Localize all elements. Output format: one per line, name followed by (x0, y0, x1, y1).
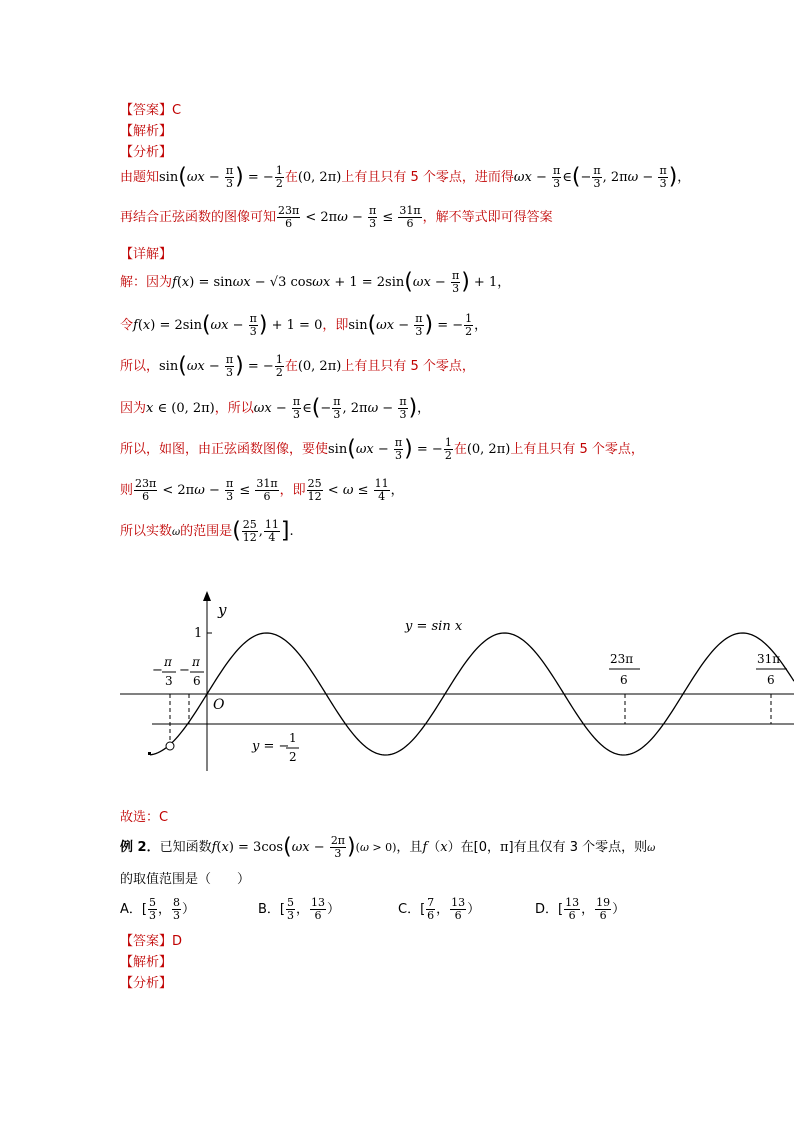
detail-line-4: 因为x ∈ (0, 2π)，所以ωx − $\frac{\pi}{3}$ ∈(− $\frac{\pi}{3}$ , 2πω − $\frac{\pi}{3}$ )， (120, 395, 431, 421)
detail-line-3: 所以，sin(ωx − $\frac{\pi}{3}$ ) = − $\frac{1}{2}$ 在(0, 2π)上有且只有 5 个零点， (120, 353, 475, 379)
option-c[interactable]: C．[ $\frac{7}{6}$ ， $\frac{13}{6}$ ） (398, 896, 481, 922)
detail-line-7: 所以实数ω的范围是( $\frac{25}{12}$ , $\frac{11}{4}$ ]. (120, 518, 294, 544)
neg-pi3-den: 3 (165, 674, 173, 688)
sine-graph (0, 585, 794, 785)
ex2-stem: 例 2．已知函数f(x) = 3cos(ωx − $\frac{2\pi}{3}$ )(ω > 0)，且f（x）在[0，π]有且仅有 3 个零点，则ω (120, 834, 656, 860)
origin-label: O (213, 697, 225, 713)
detail-line-2: 令f(x) = 2sin(ωx − $\frac{\pi}{3}$ ) + 1 = 0，即sin(ωx − $\frac{\pi}{3}$ ) = − $\frac{1}{2}$ ， (120, 312, 488, 338)
ex2-analysis: 【解析】 (120, 955, 173, 970)
ex2-stem-2: 的取值范围是（ ） (120, 872, 251, 887)
option-a[interactable]: A．[ $\frac{5}{3}$ ， $\frac{8}{3}$ ） (120, 896, 195, 922)
analysis-line-1: 由题知sin(ωx − $\frac{\pi}{3}$ ) = − $\frac{1}{2}$ 在(0, 2π)上有且只有 5 个零点，进而得ωx − $\frac{\pi}{3}$ ∈(− $\frac{\pi}{3}$ , 2πω − $\frac{\pi}{3}$ )， (120, 164, 691, 190)
y-axis-label: y (218, 601, 227, 619)
detail-heading: 【详解】 (120, 247, 173, 262)
open-endpoint (166, 742, 174, 750)
option-b[interactable]: B．[ $\frac{5}{3}$ ， $\frac{13}{6}$ ） (258, 896, 341, 922)
half-num: 1 (289, 731, 297, 745)
t31-num: 31π (757, 652, 781, 666)
analysis-heading: 【解析】 (120, 124, 173, 139)
curve-label: y = sin x (405, 619, 463, 634)
neg-pi6-den: 6 (193, 674, 201, 688)
ex2-fenxi: 【分析】 (120, 976, 173, 991)
detail-line-5: 所以，如图，由正弦函数图像，要使sin(ωx − $\frac{\pi}{3}$ ) = − $\frac{1}{2}$ 在(0, 2π)上有且只有 5 个零点， (120, 436, 644, 462)
detail-line-6: 则 $\frac{23\pi}{6}$ < 2πω − $\frac{\pi}{3}$ ≤ $\frac{31\pi}{6}$ ，即 $\frac{25}{12}$ < ω ≤ $\frac{11}{4}$ ， (120, 477, 404, 503)
t31-den: 6 (767, 673, 775, 687)
ex2-answer: 【答案】D (120, 934, 183, 949)
fenxi-heading: 【分析】 (120, 145, 173, 160)
analysis-line-2: 再结合正弦函数的图像可知 $\frac{23\pi}{6}$ < 2πω − $\frac{\pi}{3}$ ≤ $\frac{31\pi}{6}$ ，解不等式即可得答案 (120, 204, 553, 230)
neg-pi6-minus: − (179, 663, 190, 678)
neg-pi3-minus: − (152, 663, 163, 678)
curve-start-dot (148, 752, 151, 755)
line-label: y = − (252, 739, 290, 754)
detail-line-1: 解：因为f(x) = sinωx − √3 cosωx + 1 = 2sin(ωx − $\frac{\pi}{3}$ ) + 1， (120, 269, 511, 295)
choose-line: 故选：C (120, 810, 169, 825)
t23-den: 6 (620, 673, 628, 687)
y-axis-arrow (203, 591, 211, 601)
option-d[interactable]: D．[ $\frac{13}{6}$ ， $\frac{19}{6}$ ） (535, 896, 626, 922)
answer-heading: 【答案】C (120, 103, 182, 118)
half-den: 2 (289, 750, 297, 764)
tick-label-1: 1 (194, 626, 203, 641)
neg-pi6-num: π (192, 655, 200, 669)
t23-num: 23π (610, 652, 634, 666)
neg-pi3-num: π (164, 655, 172, 669)
